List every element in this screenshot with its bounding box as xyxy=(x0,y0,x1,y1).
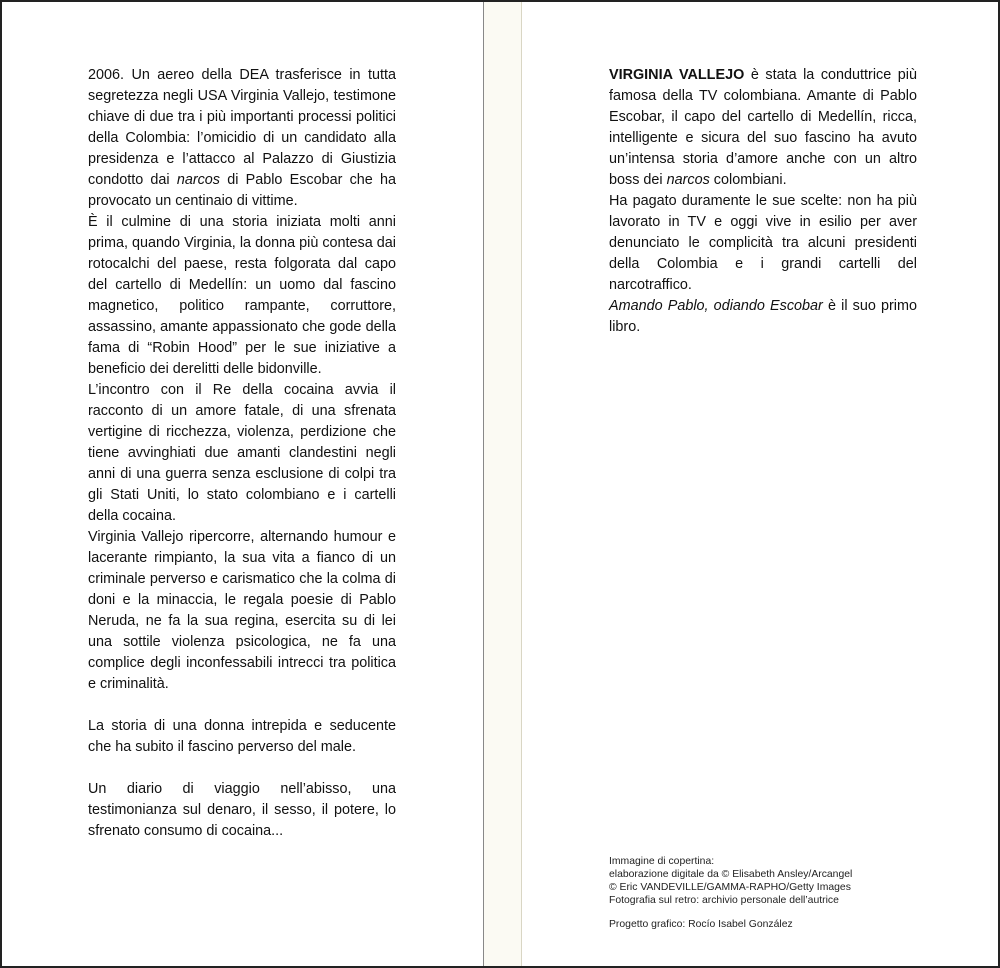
bio-paragraph-2: Ha pagato duramente le sue scelte: non ha più lavorato in TV e oggi vive in esilio per aver denunciato le complicità tra alcuni presidenti della Colombia e i grandi cartelli del narcotraffico. xyxy=(609,193,917,293)
blurb-paragraph-2: È il culmine di una storia iniziata molti anni prima, quando Virginia, la donna più contesa dai rotocalchi del paese, resta folgorata dal capo del cartello di Medellín: un uomo dal fascino magnetico, politico rampante, corruttore, assassino, amante appassionato che gode della fama di “Robin Hood” per le sue iniziative a beneficio dei derelitti delle bidonville. xyxy=(88,214,396,377)
credit-line: elaborazione digitale da © Elisabeth Ansley/Arcangel xyxy=(609,869,853,880)
design-credit: Progetto grafico: Rocío Isabel González xyxy=(609,919,793,930)
blurb-paragraph-4: Virginia Vallejo ripercorre, alternando humour e lacerante rimpianto, la sua vita a fianco di un criminale perverso e carismatico che la colma di doni e la minaccia, le regala poesie di Pablo Neruda, ne fa la sua regina, esercita su di lei una sottile violenza psicologica, ne fa una complice degli inconfessabili intrecci tra politica e criminalità. xyxy=(88,529,396,692)
credit-line: © Eric VANDEVILLE/GAMMA-RAPHO/Getty Images xyxy=(609,882,851,893)
image-credits xyxy=(609,855,929,931)
blurb-paragraph-1: 2006. Un aereo della DEA trasferisce in tutta segretezza negli USA Virginia Vallejo, testimone chiave di due tra i più importanti processi politici della Colombia: l’omicidio di un candidato alla presidenza e l’attacco al Palazzo di Giustizia condotto dai narcos di Pablo Escobar che ha provocato un centinaio di vittime. xyxy=(88,67,396,209)
blurb-paragraph-5: La storia di una donna intrepida e seducente che ha subito il fascino perverso del male. xyxy=(88,718,396,755)
page-gutter xyxy=(484,2,522,966)
back-cover-blurb xyxy=(88,65,396,842)
blurb-paragraph-3: L’incontro con il Re della cocaina avvia il racconto di un amore fatale, di una sfrenata vertigine di ricchezza, violenza, perdizione che tiene avvinghiati due amanti clandestini negli anni di una guerra senza esclusione di colpi tra gli Stati Uniti, lo stato colombiano e i cartelli della cocaina. xyxy=(88,382,396,524)
credit-line: Immagine di copertina: xyxy=(609,856,715,867)
book-title: Amando Pablo, odiando Escobar xyxy=(609,298,823,314)
blurb-paragraph-6: Un diario di viaggio nell’abisso, una testimonianza sul denaro, il sesso, il potere, lo sfrenato consumo di cocaina... xyxy=(88,781,396,839)
bio-paragraph-3: Amando Pablo, odiando Escobar è il suo primo libro. xyxy=(609,298,917,335)
author-name: VIRGINIA VALLEJO xyxy=(609,67,745,83)
credit-line: Fotografia sul retro: archivio personale dell’autrice xyxy=(609,895,839,906)
bio-paragraph-1: VIRGINIA VALLEJO è stata la conduttrice più famosa della TV colombiana. Amante di Pablo Escobar, il capo del cartello di Medellín, ricca, intelligente e sicura del suo fascino ha avuto un’intensa storia d’amore anche con un altro boss dei narcos colombiani. xyxy=(609,67,917,188)
italic-term: narcos xyxy=(176,172,221,188)
author-bio xyxy=(609,65,917,338)
italic-term: narcos xyxy=(666,172,710,188)
